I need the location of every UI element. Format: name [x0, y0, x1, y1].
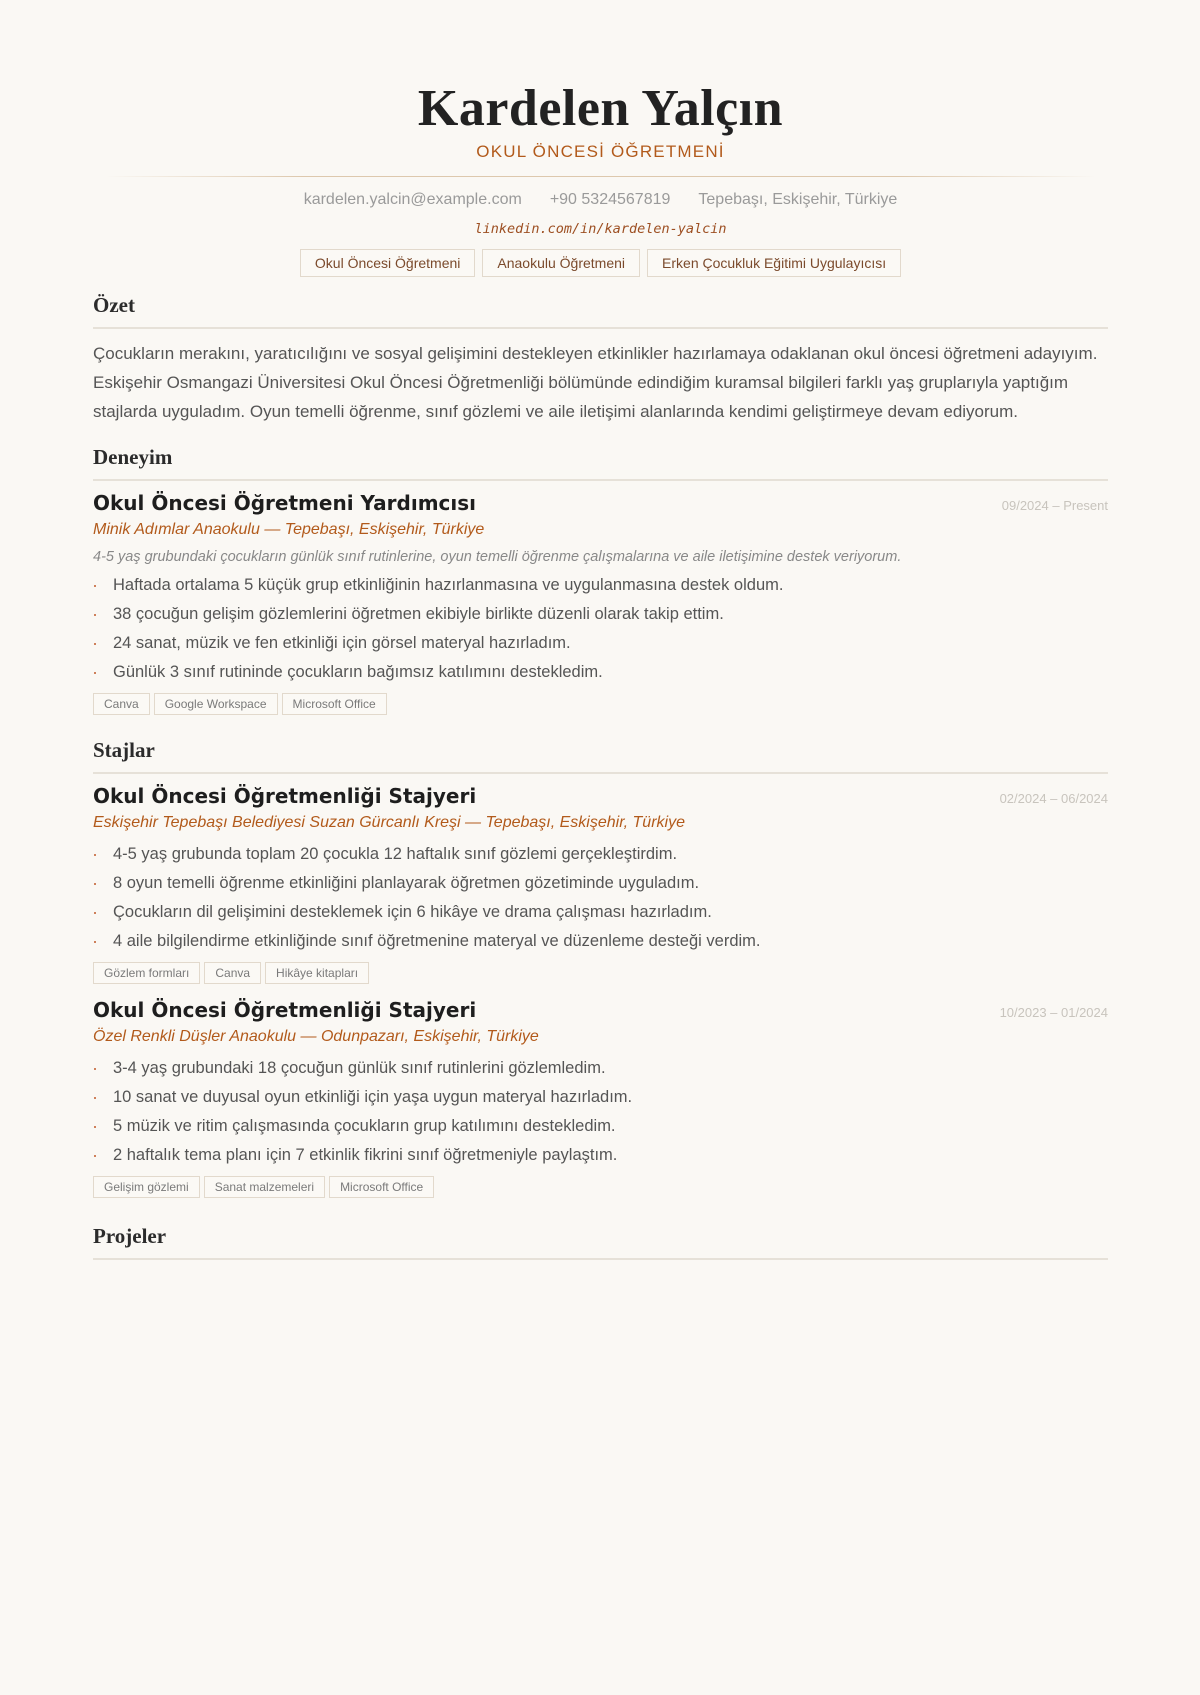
skill-tags: [93, 962, 1108, 984]
role-chip: Erken Çocukluk Eğitimi Uygulayıcısı: [647, 249, 901, 277]
skill-tag: Gelişim gözlemi: [93, 1176, 200, 1198]
internships-section: [93, 738, 1108, 1198]
skill-tags: [93, 693, 1108, 715]
contact-row: [93, 191, 1108, 209]
job-title: OKUL ÖNCESİ ÖĞRETMENİ: [476, 142, 725, 161]
skill-tag: Gözlem formları: [93, 962, 200, 984]
bullet-item: 4-5 yaş grubunda toplam 20 çocukla 12 haftalık sınıf gözlemi gerçekleştirdim.: [93, 840, 1108, 869]
skill-tag: Microsoft Office: [329, 1176, 434, 1198]
entry-header: [93, 784, 1108, 808]
summary-heading: Özet: [93, 293, 1108, 329]
entry-organization: Eskişehir Tepebaşı Belediyesi Suzan Gürcanlı Kreşi — Tepebaşı, Eskişehir, Türkiye: [93, 814, 685, 831]
experience-entry: [93, 491, 1108, 715]
internship-entry: [93, 998, 1108, 1198]
projects-section: [93, 1224, 1108, 1260]
internships-heading: Stajlar: [93, 738, 1108, 774]
summary-section: [93, 293, 1108, 426]
entry-header: [93, 998, 1108, 1022]
bullet-item: 8 oyun temelli öğrenme etkinliğini planlayarak öğretmen gözetiminde uyguladım.: [93, 869, 1108, 898]
entry-bullets: [93, 1054, 1108, 1170]
contact-email[interactable]: kardelen.yalcin@example.com: [303, 191, 522, 208]
contact-location: Tepebaşı, Eskişehir, Türkiye: [698, 191, 898, 208]
entry-organization: Minik Adımlar Anaokulu — Tepebaşı, Eskişehir, Türkiye: [93, 521, 485, 538]
candidate-name: Kardelen Yalçın: [417, 80, 784, 137]
contact-phone[interactable]: +90 5324567819: [549, 191, 671, 208]
resume-header: [93, 78, 1108, 277]
entry-position: Okul Öncesi Öğretmenliği Stajyeri: [93, 784, 477, 808]
entry-description: 4-5 yaş grubundaki çocukların günlük sınıf rutinlerine, oyun temelli öğrenme çalışmalarına ve aile iletişimine destek veriyorum.: [93, 549, 902, 565]
bullet-item: 5 müzik ve ritim çalışmasında çocukların grup katılımını destekledim.: [93, 1112, 1108, 1141]
projects-heading: Projeler: [93, 1224, 1108, 1260]
skill-tag: Microsoft Office: [282, 693, 387, 715]
entry-bullets: [93, 840, 1108, 956]
entry-organization: Özel Renkli Düşler Anaokulu — Odunpazarı, Eskişehir, Türkiye: [93, 1028, 539, 1045]
skill-tag: Canva: [93, 693, 150, 715]
skill-tag: Canva: [204, 962, 261, 984]
entry-bullets: [93, 571, 1108, 687]
bullet-item: Çocukların dil gelişimini desteklemek için 6 hikâye ve drama çalışması hazırladım.: [93, 898, 1108, 927]
entry-position: Okul Öncesi Öğretmeni Yardımcısı: [93, 491, 476, 515]
experience-heading: Deneyim: [93, 445, 1108, 481]
entry-dates: 09/2024 – Present: [1001, 498, 1108, 513]
internship-entry: [93, 784, 1108, 984]
entry-header: [93, 491, 1108, 515]
bullet-item: 2 haftalık tema planı için 7 etkinlik fikrini sınıf öğretmeniyle paylaştım.: [93, 1141, 1108, 1170]
role-chips: [93, 249, 1108, 277]
bullet-item: Haftada ortalama 5 küçük grup etkinliğinin hazırlanmasına ve uygulanmasına destek oldum.: [93, 571, 1108, 600]
entry-dates: 10/2023 – 01/2024: [999, 1005, 1108, 1020]
role-chip: Okul Öncesi Öğretmeni: [300, 249, 476, 277]
bullet-item: 3-4 yaş grubundaki 18 çocuğun günlük sınıf rutinlerini gözlemledim.: [93, 1054, 1108, 1083]
skill-tag: Sanat malzemeleri: [204, 1176, 325, 1198]
experience-section: [93, 445, 1108, 715]
role-chip: Anaokulu Öğretmeni: [482, 249, 640, 277]
bullet-item: 10 sanat ve duyusal oyun etkinliği için yaşa uygun materyal hazırladım.: [93, 1083, 1108, 1112]
skill-tag: Google Workspace: [154, 693, 278, 715]
entry-position: Okul Öncesi Öğretmenliği Stajyeri: [93, 998, 477, 1022]
bullet-item: 38 çocuğun gelişim gözlemlerini öğretmen ekibiyle birlikte düzenli olarak takip ettim.: [93, 600, 1108, 629]
bullet-item: Günlük 3 sınıf rutininde çocukların bağımsız katılımını destekledim.: [93, 658, 1108, 687]
linkedin-link[interactable]: linkedin.com/in/kardelen-yalcin: [474, 221, 727, 237]
entry-dates: 02/2024 – 06/2024: [999, 791, 1108, 806]
header-divider: [105, 176, 1096, 177]
summary-text: Çocukların merakını, yaratıcılığını ve sosyal gelişimini destekleyen etkinlikler hazırlamaya odaklanan okul öncesi öğretmeni adayıyım. Eskişehir Osmangazi Üniversitesi Okul Öncesi Öğretmenliği bölümünde edindiğim kuramsal bilgileri farklı yaş gruplarıyla yaptığım stajlarda uyguladım. Oyun temelli öğrenme, sınıf gözlemi ve aile iletişimi alanlarında kendimi geliştirmeye devam ediyorum.: [93, 344, 1098, 421]
skill-tag: Hikâye kitapları: [265, 962, 369, 984]
bullet-item: 4 aile bilgilendirme etkinliğinde sınıf öğretmenine materyal ve düzenleme desteği verdim.: [93, 927, 1108, 956]
bullet-item: 24 sanat, müzik ve fen etkinliği için görsel materyal hazırladım.: [93, 629, 1108, 658]
skill-tags: [93, 1176, 1108, 1198]
